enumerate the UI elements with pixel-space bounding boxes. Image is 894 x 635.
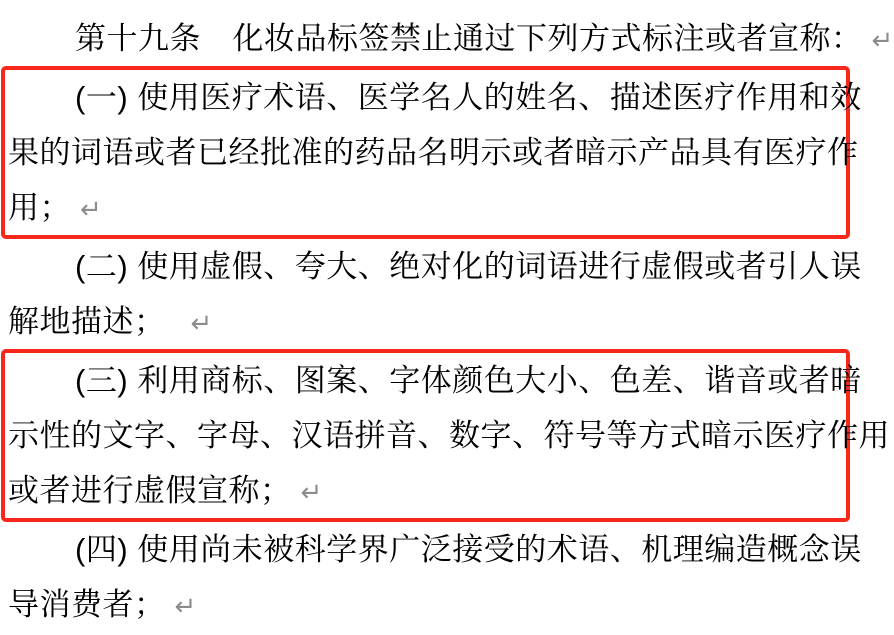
annotation-box-item-1-medical-terms (1, 66, 862, 239)
paragraph-item-4-unaccepted-terms (8, 522, 862, 632)
paragraph-line: 示性的文字、字母、汉语拼音、数字、符号等方式暗示医疗作用 (8, 418, 890, 453)
paragraph-line: (三) 利用商标、图案、字体颜色大小、色差、谐音或者暗 (75, 363, 862, 398)
paragraph-return-mark-icon: ↵ (871, 26, 894, 56)
paragraph-line: 用； ↵ (8, 190, 103, 225)
paragraph-return-mark-icon: ↵ (174, 592, 197, 622)
paragraph-article-19-heading (8, 11, 894, 66)
paragraph-line: (一) 使用医疗术语、医学名人的姓名、描述医疗作用和效 (75, 80, 862, 115)
annotation-box-item-3-implied-medical-effect (1, 349, 890, 522)
paragraph-return-mark-icon: ↵ (80, 195, 103, 225)
paragraph-line: (四) 使用尚未被科学界广泛接受的术语、机理编造概念误 (75, 532, 862, 567)
paragraph-line: 或者进行虚假宣称； ↵ (8, 473, 323, 508)
paragraph-line: 第十九条 化妆品标签禁止通过下列方式标注或者宣称： ↵ (75, 21, 894, 56)
paragraph-line: 导消费者； ↵ (8, 587, 197, 622)
paragraph-line: (二) 使用虚假、夸大、绝对化的词语进行虚假或者引人误 (75, 249, 862, 284)
paragraph-line: 果的词语或者已经批准的药品名明示或者暗示产品具有医疗作 (8, 135, 859, 170)
paragraph-line: 解地描述； ↵ (8, 304, 213, 339)
paragraph-return-mark-icon: ↵ (300, 478, 323, 508)
paragraph-return-mark-icon: ↵ (190, 309, 213, 339)
paragraph-item-2-false-exaggerated (8, 239, 862, 349)
